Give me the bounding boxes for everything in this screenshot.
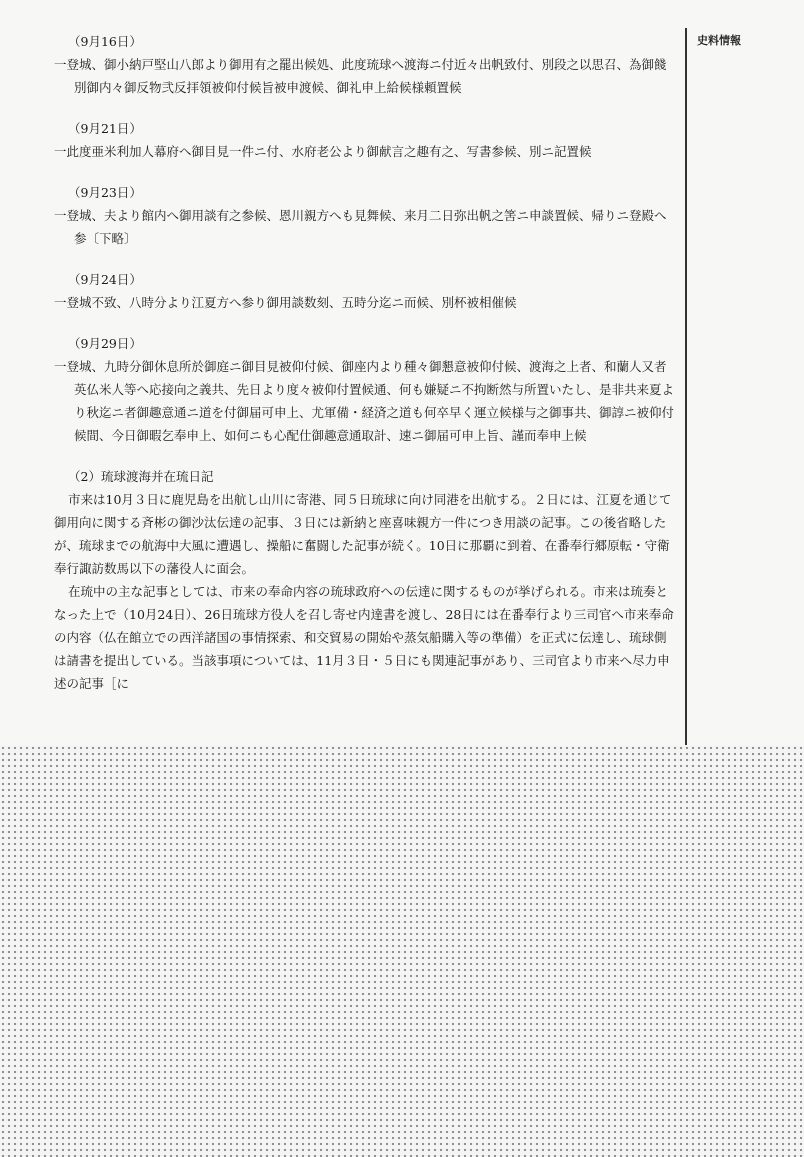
entry-text: 一登城、夫より館内へ御用談有之参候、恩川親方へも見舞候、来月二日弥出帆之筈ニ申談置候、帰りニ登殿へ参〔下略〕 bbox=[54, 208, 667, 246]
section-label: 史料情報 bbox=[697, 34, 741, 47]
entry-text: 一此度亜米利加人幕府へ御目見一件ニ付、水府老公より御献言之趣有之、写書参候、別ニ記置候 bbox=[54, 144, 592, 159]
entry-text: 一登城、九時分御休息所於御庭ニ御目見被仰付候、御座内より種々御懇意被仰付候、渡海之上者、和蘭人又者英仏米人等へ応接向之義共、先日より度々被仰付置候通、何も嫌疑ニ不拘断然与所置いたし、是非共来夏より秋迄ニ者御趣意通ニ道を付御届可申上、尤軍備・経済之道も何卒早く運立候様与之御事共、御諄ニ被仰付候間、今日御暇乞奉申上、如何ニも心配仕御趣意通取計、速ニ御届可申上旨、謹而奉申上候 bbox=[54, 359, 675, 443]
subsection-paragraph: 在琉中の主な記事としては、市来の奉命内容の琉球政府への伝達に関するものが挙げられる。市来は琉奏となった上で（10月24日）、26日琉球方役人を召し寄せ内達書を渡し、28日には在番奉行より三司官へ市来奉命の内容（仏在館立での西洋諸国の事情探索、和交貿易の開始や蒸気船購入等の準備）を正式に伝達し、琉球側は請書を提出している。当該事項については、11月３日・５日にも関連記事があり、三司官より市来へ尽力申述の記事［に bbox=[54, 584, 674, 691]
entry-date: （9月29日） bbox=[68, 336, 142, 351]
diary-entry-0924 bbox=[54, 268, 676, 314]
entry-date: （9月23日） bbox=[68, 185, 142, 200]
diary-entry-0923 bbox=[54, 181, 676, 250]
entry-text: 一登城、御小納戸堅山八郎より御用有之罷出候処、此度琉球へ渡海ニ付近々出帆致付、別段之以思召、為御餞別御内々御反物弐反拝領被仰付候旨被申渡候、御礼申上給候様頼置候 bbox=[54, 57, 667, 95]
subsection-paragraph: 市来は10月３日に鹿児島を出航し山川に寄港、同５日琉球に向け同港を出航する。２日には、江夏を通じて御用向に関する斉彬の御沙汰伝達の記事、３日には新納と座喜味親方一件につき用談の記事。この後省略したが、琉球までの航海中大風に遭遇し、操船に奮闘した記事が続く。10日に那覇に到着、在番奉行郷原転・守衛奉行諏訪数馬以下の藩役人に面会。 bbox=[54, 492, 672, 576]
entry-date: （9月21日） bbox=[68, 121, 142, 136]
entry-date: （9月24日） bbox=[68, 272, 142, 287]
diary-entry-0929 bbox=[54, 332, 676, 447]
entry-text: 一登城不致、八時分より江夏方へ参り御用談数刻、五時分迄ニ而候、別杯被相催候 bbox=[54, 295, 517, 310]
document-body bbox=[54, 30, 676, 713]
subsection-heading: （2）琉球渡海并在琉日記 bbox=[68, 469, 214, 484]
diary-entry-0916 bbox=[54, 30, 676, 99]
diary-entry-0921 bbox=[54, 117, 676, 163]
dotted-fill-area bbox=[0, 745, 804, 1157]
entry-date: （9月16日） bbox=[68, 34, 142, 49]
subsection-2 bbox=[54, 465, 676, 695]
margin-rule bbox=[685, 28, 687, 745]
